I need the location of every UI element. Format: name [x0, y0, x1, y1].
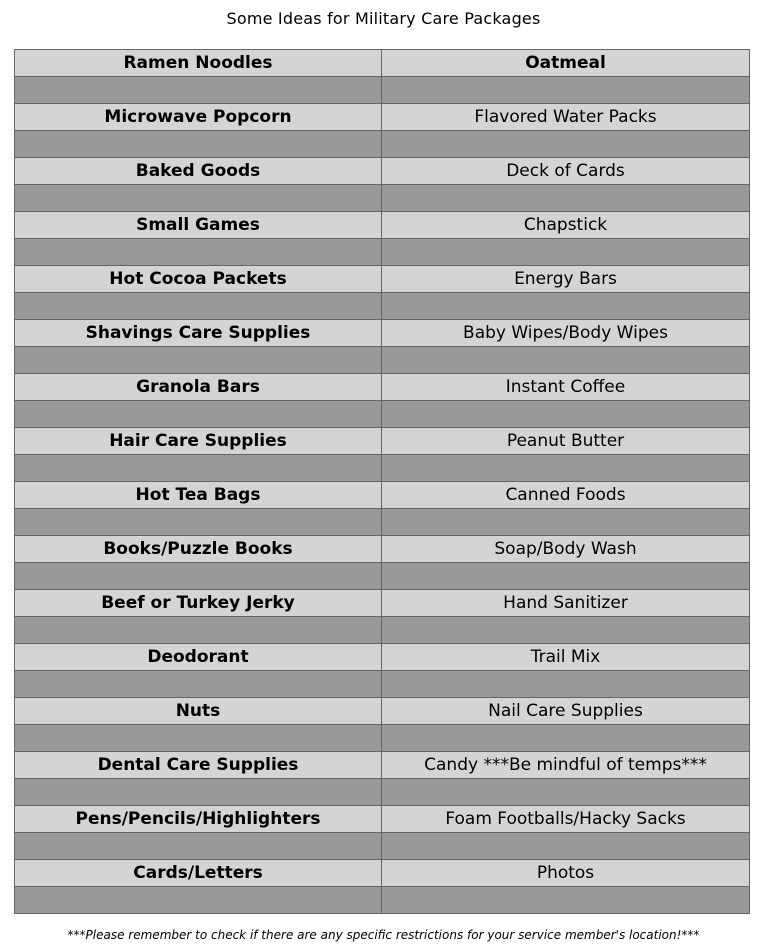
spacer-cell — [382, 239, 750, 266]
item-left: Shavings Care Supplies — [15, 320, 382, 347]
item-right: Soap/Body Wash — [382, 536, 750, 563]
spacer-cell — [15, 779, 382, 806]
item-left: Cards/Letters — [15, 860, 382, 887]
spacer-cell — [382, 833, 750, 860]
spacer-row — [15, 509, 750, 536]
spacer-row — [15, 293, 750, 320]
table-row — [15, 752, 750, 779]
item-right: Flavored Water Packs — [382, 104, 750, 131]
spacer-cell — [15, 401, 382, 428]
item-right: Peanut Butter — [382, 428, 750, 455]
spacer-cell — [382, 347, 750, 374]
item-right: Chapstick — [382, 212, 750, 239]
spacer-cell — [15, 347, 382, 374]
item-right: Oatmeal — [382, 50, 750, 77]
item-right: Candy ***Be mindful of temps*** — [382, 752, 750, 779]
table-row — [15, 50, 750, 77]
spacer-cell — [382, 509, 750, 536]
spacer-row — [15, 617, 750, 644]
spacer-row — [15, 347, 750, 374]
table-row — [15, 698, 750, 725]
item-right: Energy Bars — [382, 266, 750, 293]
item-left: Beef or Turkey Jerky — [15, 590, 382, 617]
table-row — [15, 374, 750, 401]
spacer-cell — [15, 725, 382, 752]
spacer-cell — [382, 887, 750, 914]
spacer-cell — [15, 131, 382, 158]
spacer-cell — [15, 833, 382, 860]
table-row — [15, 860, 750, 887]
spacer-cell — [15, 239, 382, 266]
spacer-cell — [15, 293, 382, 320]
table-row — [15, 212, 750, 239]
spacer-cell — [15, 509, 382, 536]
page-title: Some Ideas for Military Care Packages — [226, 9, 541, 28]
spacer-cell — [382, 725, 750, 752]
spacer-row — [15, 725, 750, 752]
item-left: Hair Care Supplies — [15, 428, 382, 455]
spacer-cell — [382, 401, 750, 428]
spacer-cell — [15, 563, 382, 590]
item-right: Nail Care Supplies — [382, 698, 750, 725]
table-row — [15, 320, 750, 347]
item-left: Deodorant — [15, 644, 382, 671]
table-row — [15, 482, 750, 509]
item-left: Pens/Pencils/Highlighters — [15, 806, 382, 833]
spacer-cell — [15, 455, 382, 482]
spacer-row — [15, 239, 750, 266]
item-left: Small Games — [15, 212, 382, 239]
item-left: Nuts — [15, 698, 382, 725]
table-row — [15, 536, 750, 563]
table-row — [15, 806, 750, 833]
item-right: Canned Foods — [382, 482, 750, 509]
item-right: Trail Mix — [382, 644, 750, 671]
table-row — [15, 104, 750, 131]
care-package-table — [14, 49, 750, 914]
item-left: Hot Tea Bags — [15, 482, 382, 509]
spacer-row — [15, 671, 750, 698]
item-right: Baby Wipes/Body Wipes — [382, 320, 750, 347]
item-left: Hot Cocoa Packets — [15, 266, 382, 293]
spacer-row — [15, 401, 750, 428]
item-left: Books/Puzzle Books — [15, 536, 382, 563]
spacer-cell — [382, 671, 750, 698]
spacer-cell — [15, 617, 382, 644]
table-row — [15, 266, 750, 293]
spacer-row — [15, 887, 750, 914]
spacer-cell — [382, 131, 750, 158]
spacer-row — [15, 563, 750, 590]
item-right: Deck of Cards — [382, 158, 750, 185]
table-row — [15, 428, 750, 455]
table-body — [15, 50, 750, 914]
spacer-cell — [15, 77, 382, 104]
item-left: Dental Care Supplies — [15, 752, 382, 779]
spacer-cell — [382, 563, 750, 590]
table-row — [15, 590, 750, 617]
table-row — [15, 644, 750, 671]
spacer-cell — [382, 185, 750, 212]
item-left: Microwave Popcorn — [15, 104, 382, 131]
spacer-cell — [382, 455, 750, 482]
spacer-cell — [382, 293, 750, 320]
item-right: Hand Sanitizer — [382, 590, 750, 617]
item-right: Foam Footballs/Hacky Sacks — [382, 806, 750, 833]
spacer-cell — [382, 77, 750, 104]
table-row — [15, 158, 750, 185]
spacer-row — [15, 131, 750, 158]
spacer-row — [15, 185, 750, 212]
item-left: Granola Bars — [15, 374, 382, 401]
spacer-row — [15, 779, 750, 806]
spacer-cell — [15, 185, 382, 212]
item-left: Ramen Noodles — [15, 50, 382, 77]
spacer-row — [15, 833, 750, 860]
spacer-cell — [382, 779, 750, 806]
spacer-row — [15, 77, 750, 104]
spacer-cell — [15, 887, 382, 914]
spacer-cell — [382, 617, 750, 644]
item-right: Instant Coffee — [382, 374, 750, 401]
footnote: ***Please remember to check if there are any specific restrictions for your service member's location!*** — [67, 928, 700, 942]
spacer-row — [15, 455, 750, 482]
item-left: Baked Goods — [15, 158, 382, 185]
spacer-cell — [15, 671, 382, 698]
item-right: Photos — [382, 860, 750, 887]
